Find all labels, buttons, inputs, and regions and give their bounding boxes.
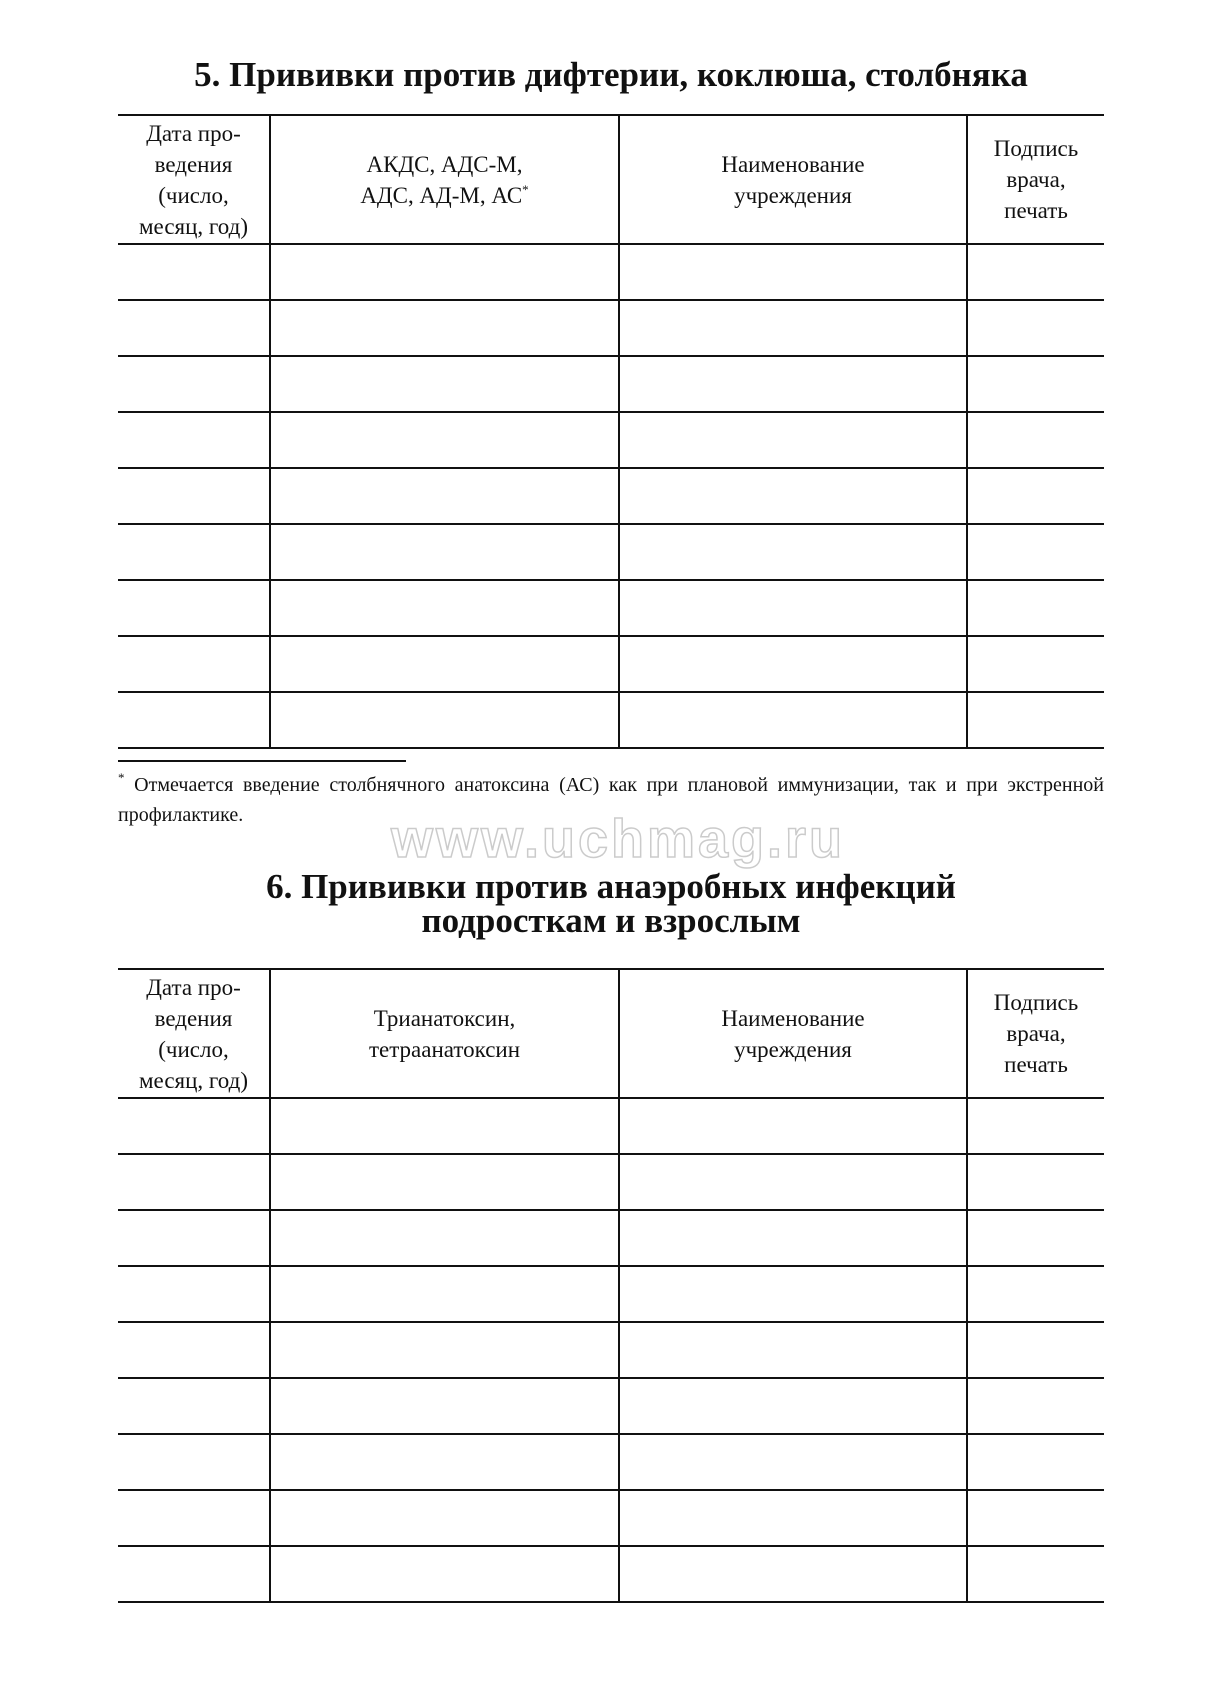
date-cell[interactable] xyxy=(118,1322,270,1378)
date-column-header: Дата про- ведения (число, месяц, год) xyxy=(118,115,270,244)
signature-cell[interactable] xyxy=(967,1210,1104,1266)
signature-cell[interactable] xyxy=(967,1266,1104,1322)
institution-cell[interactable] xyxy=(619,524,967,580)
signature-cell[interactable] xyxy=(967,1378,1104,1434)
vaccine-cell[interactable] xyxy=(270,1378,619,1434)
date-cell[interactable] xyxy=(118,412,270,468)
table-row xyxy=(118,1434,1104,1490)
institution-cell[interactable] xyxy=(619,412,967,468)
table-row xyxy=(118,300,1104,356)
signature-cell[interactable] xyxy=(967,468,1104,524)
vaccine-cell[interactable] xyxy=(270,1490,619,1546)
institution-cell[interactable] xyxy=(619,1490,967,1546)
date-cell[interactable] xyxy=(118,1098,270,1154)
table-row xyxy=(118,1322,1104,1378)
signature-column-header: Подпись врача, печать xyxy=(967,969,1104,1098)
signature-cell[interactable] xyxy=(967,1434,1104,1490)
vaccine-cell[interactable] xyxy=(270,1266,619,1322)
section-6-table-body xyxy=(118,1098,1104,1602)
institution-cell[interactable] xyxy=(619,1210,967,1266)
signature-cell[interactable] xyxy=(967,1490,1104,1546)
table-header-row xyxy=(118,969,1104,1098)
signature-cell[interactable] xyxy=(967,1098,1104,1154)
table-row xyxy=(118,1210,1104,1266)
institution-cell[interactable] xyxy=(619,468,967,524)
date-cell[interactable] xyxy=(118,524,270,580)
table-row xyxy=(118,1378,1104,1434)
institution-cell[interactable] xyxy=(619,1434,967,1490)
section-5-table xyxy=(118,114,1104,749)
vaccine-cell[interactable] xyxy=(270,1434,619,1490)
section-5-table-body xyxy=(118,244,1104,748)
section-6-title-line-2: подросткам и взрослым xyxy=(421,901,801,940)
institution-cell[interactable] xyxy=(619,636,967,692)
institution-column-header: Наименование учреждения xyxy=(619,115,967,244)
table-row xyxy=(118,468,1104,524)
footnote-mark: * xyxy=(118,770,125,785)
vaccine-cell[interactable] xyxy=(270,636,619,692)
institution-column-header: Наименование учреждения xyxy=(619,969,967,1098)
vaccine-cell[interactable] xyxy=(270,1210,619,1266)
signature-cell[interactable] xyxy=(967,1322,1104,1378)
institution-cell[interactable] xyxy=(619,356,967,412)
footnote xyxy=(118,770,1104,830)
date-cell[interactable] xyxy=(118,1154,270,1210)
date-cell[interactable] xyxy=(118,1434,270,1490)
date-cell[interactable] xyxy=(118,636,270,692)
date-cell[interactable] xyxy=(118,580,270,636)
institution-cell[interactable] xyxy=(619,300,967,356)
date-cell[interactable] xyxy=(118,1490,270,1546)
table-row xyxy=(118,1546,1104,1602)
institution-cell[interactable] xyxy=(619,1378,967,1434)
vaccine-cell[interactable] xyxy=(270,300,619,356)
institution-cell[interactable] xyxy=(619,1322,967,1378)
vaccine-cell[interactable] xyxy=(270,1098,619,1154)
footnote-reference: * xyxy=(522,181,529,197)
date-cell[interactable] xyxy=(118,300,270,356)
vaccine-cell[interactable] xyxy=(270,1154,619,1210)
footnote-text: Отмечается введение столбнячного анатоксина (АС) как при плановой иммунизации, так и при экстренной профилактике. xyxy=(118,774,1104,826)
vaccine-cell[interactable] xyxy=(270,412,619,468)
footnote-divider xyxy=(118,760,406,762)
vaccine-column-header xyxy=(270,115,619,244)
vaccine-cell[interactable] xyxy=(270,1546,619,1602)
table-row xyxy=(118,1098,1104,1154)
institution-cell[interactable] xyxy=(619,1098,967,1154)
date-cell[interactable] xyxy=(118,244,270,300)
date-cell[interactable] xyxy=(118,1378,270,1434)
date-column-header: Дата про- ведения (число, месяц, год) xyxy=(118,969,270,1098)
table-row xyxy=(118,1154,1104,1210)
institution-cell[interactable] xyxy=(619,1546,967,1602)
signature-column-header: Подпись врача, печать xyxy=(967,115,1104,244)
signature-cell[interactable] xyxy=(967,300,1104,356)
table-row xyxy=(118,524,1104,580)
vaccine-cell[interactable] xyxy=(270,1322,619,1378)
date-cell[interactable] xyxy=(118,468,270,524)
signature-cell[interactable] xyxy=(967,1546,1104,1602)
table-header-row xyxy=(118,115,1104,244)
date-cell[interactable] xyxy=(118,1266,270,1322)
signature-cell[interactable] xyxy=(967,412,1104,468)
date-cell[interactable] xyxy=(118,356,270,412)
watermark: www.uchmag.ru xyxy=(390,809,846,869)
institution-cell[interactable] xyxy=(619,692,967,748)
table-row xyxy=(118,580,1104,636)
vaccine-cell[interactable] xyxy=(270,244,619,300)
table-row xyxy=(118,692,1104,748)
signature-cell[interactable] xyxy=(967,524,1104,580)
vaccine-cell[interactable] xyxy=(270,356,619,412)
date-cell[interactable] xyxy=(118,692,270,748)
table-row xyxy=(118,1266,1104,1322)
date-cell[interactable] xyxy=(118,1546,270,1602)
vaccine-column-header-text: АКДС, АДС-М, АДС, АД-М, АС xyxy=(360,151,523,208)
institution-cell[interactable] xyxy=(619,1154,967,1210)
signature-cell[interactable] xyxy=(967,692,1104,748)
signature-cell[interactable] xyxy=(967,636,1104,692)
table-row xyxy=(118,636,1104,692)
section-6-title xyxy=(118,867,1104,940)
institution-cell[interactable] xyxy=(619,244,967,300)
vaccine-column-header: Трианатоксин, тетраанатоксин xyxy=(270,969,619,1098)
signature-cell[interactable] xyxy=(967,356,1104,412)
section-6-title-line-1: 6. Прививки против анаэробных инфекций xyxy=(266,867,956,906)
vaccine-cell[interactable] xyxy=(270,580,619,636)
section-5-title: 5. Прививки против дифтерии, коклюша, столбняка xyxy=(194,55,1028,94)
table-row xyxy=(118,1490,1104,1546)
vaccine-cell[interactable] xyxy=(270,468,619,524)
institution-cell[interactable] xyxy=(619,580,967,636)
date-cell[interactable] xyxy=(118,1210,270,1266)
table-row xyxy=(118,244,1104,300)
signature-cell[interactable] xyxy=(967,244,1104,300)
table-row xyxy=(118,412,1104,468)
section-6-table xyxy=(118,968,1104,1603)
signature-cell[interactable] xyxy=(967,1154,1104,1210)
vaccine-cell[interactable] xyxy=(270,692,619,748)
vaccine-cell[interactable] xyxy=(270,524,619,580)
signature-cell[interactable] xyxy=(967,580,1104,636)
table-row xyxy=(118,356,1104,412)
institution-cell[interactable] xyxy=(619,1266,967,1322)
